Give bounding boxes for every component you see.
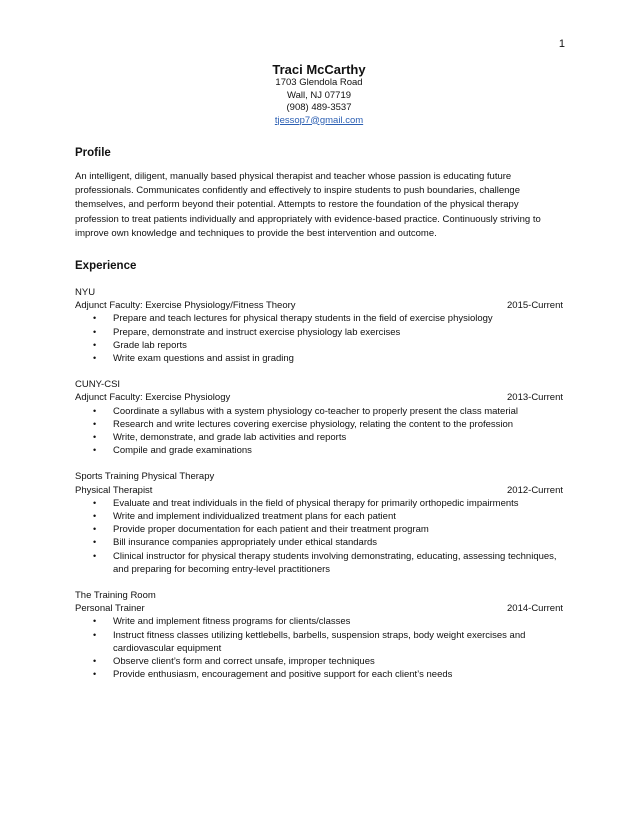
bullet-icon: • (93, 537, 97, 548)
list-item (75, 523, 563, 536)
list-item (75, 352, 563, 365)
duty-text: Compile and grade examinations (113, 445, 252, 457)
bullet-icon: • (93, 339, 97, 350)
bullet-icon: • (93, 445, 97, 456)
bullet-icon: • (93, 405, 97, 416)
list-item (75, 312, 563, 325)
duty-text: Bill insurance companies appropriately under ethical standards (113, 537, 378, 549)
job-duties (75, 615, 563, 681)
duty-text: Research and write lectures covering exercise physiology, relating the content to the profession (113, 418, 514, 430)
job-title: Adjunct Faculty: Exercise Physiology/Fitness Theory (75, 300, 296, 312)
duty-text: Prepare and teach lectures for physical therapy students in the field of exercise physiology (113, 313, 493, 325)
email-link[interactable]: tjessop7@gmail.com (274, 114, 364, 126)
bullet-icon: • (93, 511, 97, 522)
candidate-name: Traci McCarthy (272, 62, 366, 77)
duty-text: Coordinate a syllabus with a system physiology co-teacher to properly present the class material (113, 405, 518, 417)
job-duties (75, 405, 563, 458)
job-organization: The Training Room (75, 590, 156, 602)
job-entry (75, 378, 563, 457)
duty-text: Write and implement individualized treatment plans for each patient (113, 511, 396, 523)
phone-number: (908) 489-3537 (286, 102, 352, 113)
list-item (75, 668, 563, 681)
bullet-icon: • (93, 326, 97, 337)
list-item (75, 339, 563, 352)
duty-text: Evaluate and treat individuals in the field of physical therapy for primarily orthopedic impairments (113, 497, 519, 509)
list-item (75, 536, 563, 549)
list-item (75, 405, 563, 418)
job-title: Physical Therapist (75, 484, 153, 496)
profile-text: An intelligent, diligent, manually based physical therapist and teacher whose passion is educating future professionals. Communicates confidently and effectively to inspire students to push boundaries, challenge themselves, and perform beyond their potential. Attempts to restore the foundation of the physical therapy profession to treat patients individually and appropriately with evidence-based practice. Continuously striving to improve own knowledge and techniques to provide the best intervention and outcome. (75, 171, 541, 239)
bullet-icon: • (93, 353, 97, 364)
list-item (75, 326, 563, 339)
resume-body (75, 146, 563, 682)
list-item (75, 629, 563, 655)
job-entry (75, 470, 563, 576)
bullet-icon: • (93, 524, 97, 535)
duty-text: Write exam questions and assist in grading (113, 353, 294, 365)
job-organization: CUNY-CSI (75, 379, 121, 391)
profile-heading: Profile (75, 147, 111, 159)
experience-list (75, 286, 563, 681)
list-item (75, 655, 563, 668)
duty-text: Observe client’s form and correct unsafe, improper techniques (113, 656, 375, 668)
bullet-icon: • (93, 497, 97, 508)
duty-text: Clinical instructor for physical therapy students involving demonstrating, educating, assessing techniques, and preparing for becoming entry-level practitioners (113, 550, 557, 575)
page-number: 1 (558, 38, 565, 50)
list-item (75, 444, 563, 457)
job-dates: 2012-Current (507, 484, 563, 496)
bullet-icon: • (93, 550, 97, 561)
experience-heading: Experience (75, 260, 137, 273)
list-item (75, 497, 563, 510)
resume-header (0, 62, 638, 127)
duty-text: Write, demonstrate, and grade lab activities and reports (113, 432, 347, 444)
list-item (75, 418, 563, 431)
job-title: Personal Trainer (75, 603, 145, 615)
duty-text: Provide proper documentation for each patient and their treatment program (113, 524, 429, 536)
duty-text: Grade lab reports (113, 339, 187, 351)
job-dates: 2014-Current (507, 603, 563, 615)
job-dates: 2013-Current (507, 392, 563, 404)
bullet-icon: • (93, 313, 97, 324)
bullet-icon: • (93, 629, 97, 640)
job-entry (75, 589, 563, 681)
duty-text: Write and implement fitness programs for clients/classes (113, 616, 351, 628)
bullet-icon: • (93, 418, 97, 429)
bullet-icon: • (93, 669, 97, 680)
job-organization: NYU (75, 287, 96, 299)
job-organization: Sports Training Physical Therapy (75, 471, 215, 483)
duty-text: Prepare, demonstrate and instruct exercise physiology lab exercises (113, 326, 401, 338)
job-dates: 2015-Current (507, 300, 563, 312)
job-title: Adjunct Faculty: Exercise Physiology (75, 392, 231, 404)
list-item (75, 510, 563, 523)
bullet-icon: • (93, 616, 97, 627)
list-item (75, 550, 563, 576)
duty-text: Instruct fitness classes utilizing kettlebells, barbells, suspension straps, body weight exercises and cardiovascular equipment (113, 629, 526, 654)
address-line-2: Wall, NJ 07719 (286, 89, 352, 101)
job-duties (75, 312, 563, 365)
list-item (75, 615, 563, 628)
address-line-1: 1703 Glendola Road (275, 77, 363, 88)
bullet-icon: • (93, 432, 97, 443)
job-entry (75, 286, 563, 365)
duty-text: Provide enthusiasm, encouragement and positive support for each client’s needs (113, 669, 453, 681)
bullet-icon: • (93, 656, 97, 667)
list-item (75, 431, 563, 444)
job-duties (75, 497, 563, 576)
